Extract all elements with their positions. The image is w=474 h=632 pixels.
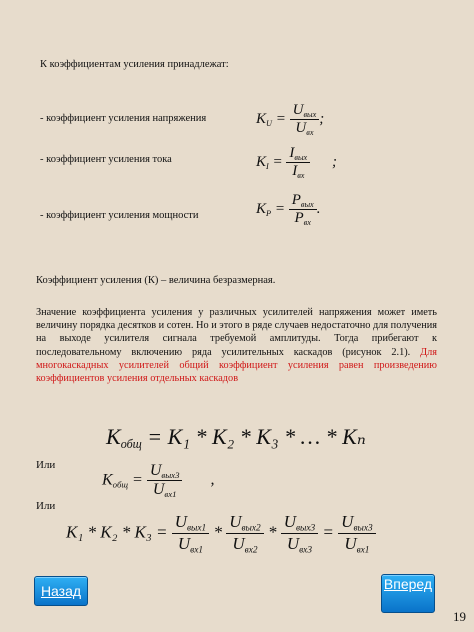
formula-chain: K₁ * K₂ * K₃ = $\frac{U_{вых1}}{U_{вх1}}$ * $\frac{U_{вых2}}{U_{вх2}}$ * $\frac{U_{вых3}}{U_{вх3}}$ = $\frac{U_{вых3}}{U_{вх1}}$ [66,512,376,556]
forward-button[interactable]: Вперед [381,574,435,613]
paragraph-black-text: Значение коэффициента усиления у различных усилителей напряжения может иметь величину порядка десятков и сотен. Но и этого в ряде случаев недостаточно для получения на выходе усилителя сигнала требуемой амплитуды. Тогда прибегают к последовательному включению ряда усилительных каскадов (рисунок 2.1). [36,307,437,358]
back-button[interactable]: Назад [34,576,88,606]
formula-ratio: $K_{общ}$ = $\frac{U_{вых3}}{U_{вх1}}$ , [102,462,215,500]
ili-label-1: Или [36,459,56,471]
item-current-gain: - коэффициент усиления тока [40,154,172,165]
explanation-paragraph [36,306,437,385]
formula-ku: $K_U$ = $\frac{U_{вых}}{U_{вх}}$ ; [256,102,325,137]
formula-kp: $K_P$ = $\frac{P_{вых}}{P_{вх}}$ . [256,192,321,227]
dimensionless-note: Коэффициент усиления (К) – величина безразмерная. [36,275,276,286]
formula-ki: $K_I$ = $\frac{I_{вых}}{I_{вх}}$ ; [256,145,337,180]
ili-label-2: Или [36,500,56,512]
formula-product: $K_{общ} = K_1 * K_2 * K_3$ * … * Kₙ [106,424,366,452]
page-number: 19 [453,609,466,624]
item-voltage-gain: - коэффициент усиления напряжения [40,113,207,124]
paragraph-red-text: Для многокаскадных усилителей общий коэффициент усиления равен произведению коэффициентов усиления отдельных каскадов [36,346,437,385]
slide-heading: К коэффициентам усиления принадлежат: [40,59,229,70]
item-power-gain: - коэффициент усиления мощности [40,210,199,221]
